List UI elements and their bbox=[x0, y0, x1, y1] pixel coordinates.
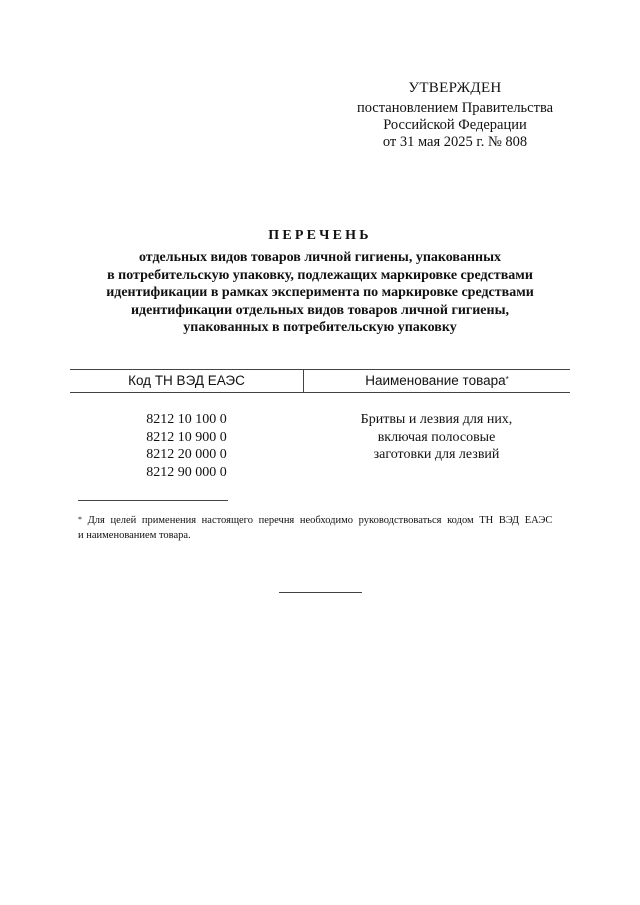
approval-line: Российской Федерации bbox=[383, 117, 527, 133]
footnote-marker: * bbox=[505, 375, 509, 384]
subtitle-line: в потребительскую упаковку, подлежащих маркировке средствами bbox=[107, 267, 533, 283]
subtitle-line: идентификации в рамках эксперимента по маркировке средствами bbox=[106, 285, 534, 300]
subtitle-line: отдельных видов товаров личной гигиены, упакованных bbox=[138, 250, 502, 265]
codes-cell bbox=[70, 411, 303, 481]
footnote bbox=[78, 513, 564, 543]
table-header bbox=[70, 369, 570, 393]
end-divider bbox=[279, 592, 362, 593]
approval-block bbox=[340, 80, 570, 151]
header-name bbox=[304, 370, 570, 392]
document-subtitle bbox=[60, 249, 580, 337]
footnote-line bbox=[78, 513, 564, 528]
code-value: 8212 20 000 0 bbox=[146, 447, 227, 462]
approval-heading: УТВЕРЖДЕН bbox=[408, 80, 502, 96]
code-value: 8212 10 100 0 bbox=[146, 412, 227, 427]
approval-line: от 31 мая 2025 г. № 808 bbox=[382, 134, 528, 150]
name-line: Бритвы и лезвия для них, bbox=[360, 412, 513, 427]
name-cell bbox=[303, 411, 570, 481]
footnote-line: и наименованием товара. bbox=[78, 530, 191, 541]
table-row bbox=[70, 411, 570, 481]
approval-line: постановлением Правительства bbox=[356, 100, 554, 116]
header-code: Код ТН ВЭД ЕАЭС bbox=[70, 370, 304, 392]
name-line: заготовки для лезвий bbox=[373, 447, 500, 462]
footnote-marker: * bbox=[78, 515, 82, 524]
footnote-divider bbox=[78, 500, 228, 501]
code-value: 8212 90 000 0 bbox=[146, 464, 227, 480]
footnote-text: Для целей применения настоящего перечня необходимо руководствоваться кодом ТН ВЭД ЕАЭС bbox=[87, 515, 553, 526]
subtitle-line: упакованных в потребительскую упаковку bbox=[183, 320, 457, 335]
subtitle-line: идентификации отдельных видов товаров личной гигиены, bbox=[130, 302, 510, 318]
header-name-label: Наименование товара bbox=[365, 373, 506, 388]
goods-table bbox=[70, 369, 570, 481]
code-value: 8212 10 900 0 bbox=[146, 429, 227, 445]
name-line: включая полосовые bbox=[377, 429, 496, 445]
document-title: ПЕРЕЧЕНЬ bbox=[268, 228, 372, 243]
